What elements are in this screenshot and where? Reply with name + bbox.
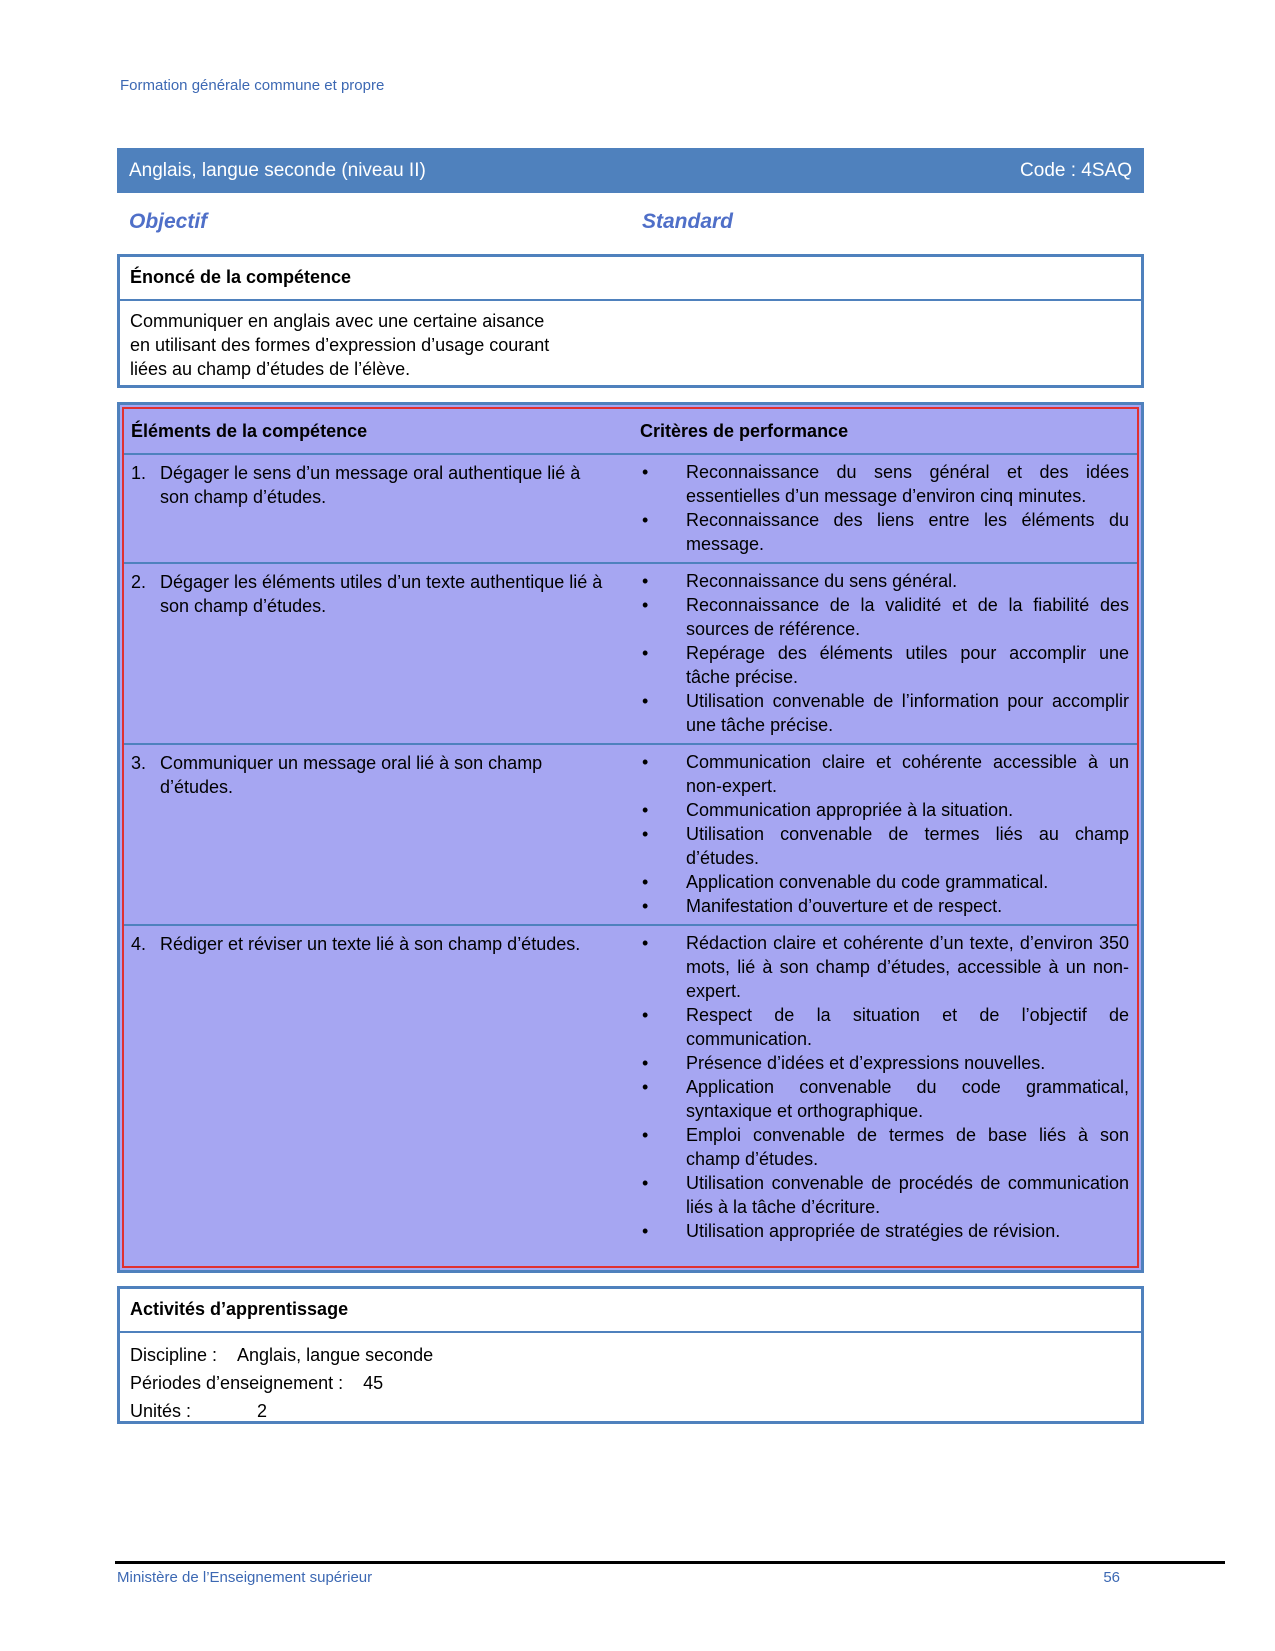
performance-criterion [640,798,1129,822]
criterion-text: Utilisation appropriée de stratégies de révision. [686,1221,1061,1241]
element-text: Dégager le sens d’un message oral authentique lié à son champ d’études. [160,463,581,507]
element-description [124,564,640,743]
standard-heading: Standard [642,210,734,233]
discipline-value: Anglais, langue seconde [237,1345,434,1365]
course-title: Anglais, langue seconde (niveau II) [129,159,426,181]
bullet-icon: • [642,752,649,772]
course-title-bar [117,148,1144,193]
criterion-text: Communication claire et cohérente accessible à un non-expert. [686,752,1129,796]
bullet-icon: • [642,933,649,953]
element-row [124,562,1137,743]
element-text: Rédiger et réviser un texte lié à son champ d’études. [160,934,581,954]
units-value: 2 [257,1401,268,1421]
statement-line: liées au champ d’études de l’élève. [130,359,411,379]
performance-criteria-list [640,564,1137,743]
performance-criteria-list [640,455,1137,562]
performance-criterion [640,1219,1129,1243]
element-text: Dégager les éléments utiles d’un texte authentique lié à son champ d’études. [160,572,603,616]
competency-statement-box [117,254,1144,388]
element-number: 4. [131,934,147,954]
bullet-icon: • [642,462,649,482]
element-description [124,926,640,1249]
elements-rows [124,453,1137,1249]
performance-criterion [640,870,1129,894]
learning-activities-box [117,1286,1144,1424]
competency-elements-inner [122,407,1139,1268]
objective-standard-header [117,207,1144,239]
element-row [124,453,1137,562]
criterion-text: Reconnaissance du sens général. [686,571,958,591]
bullet-icon: • [642,1077,649,1097]
criterion-text: Communication appropriée à la situation. [686,800,1014,820]
bullet-icon: • [642,571,649,591]
bullet-icon: • [642,1125,649,1145]
objectif-heading: Objectif [129,210,208,233]
performance-criterion [640,1003,1129,1051]
statement-line: en utilisant des formes d’expression d’usage courant [130,335,550,355]
element-description [124,745,640,924]
competency-statement-title: Énoncé de la compétence [120,257,1141,301]
learning-activities-title: Activités d’apprentissage [120,1289,1141,1333]
criterion-text: Respect de la situation et de l’objectif de communication. [686,1005,1129,1049]
performance-criterion [640,750,1129,798]
performance-criteria-list [640,926,1137,1249]
learning-activities-body [120,1333,1141,1433]
performance-criterion [640,689,1129,737]
criterion-text: Application convenable du code grammatical. [686,872,1049,892]
bullet-icon: • [642,800,649,820]
criterion-text: Reconnaissance des liens entre les éléments du message. [686,510,1129,554]
discipline-line [130,1341,1131,1369]
bullet-icon: • [642,1173,649,1193]
elements-header-right: Critères de performance [640,421,849,441]
performance-criterion [640,1075,1129,1123]
element-number: 1. [131,463,147,483]
bullet-icon: • [642,595,649,615]
criterion-text: Emploi convenable de termes de base liés à son champ d’études. [686,1125,1129,1169]
statement-line: Communiquer en anglais avec une certaine aisance [130,311,545,331]
performance-criterion [640,1123,1129,1171]
page-number: 56 [1103,1569,1120,1586]
elements-table-header [124,409,1137,453]
running-head: Formation générale commune et propre [120,77,385,94]
footer-rule [115,1561,1225,1564]
performance-criterion [640,508,1129,556]
competency-statement-body [120,301,1141,389]
criterion-text: Reconnaissance du sens général et des idées essentielles d’un message d’environ cinq minutes. [686,462,1129,506]
performance-criterion [640,569,1129,593]
discipline-label: Discipline : [130,1345,218,1365]
units-label: Unités : [130,1401,192,1421]
element-row [124,924,1137,1249]
criterion-text: Utilisation convenable de termes liés au champ d’études. [686,824,1129,868]
bullet-icon: • [642,824,649,844]
periods-label: Périodes d’enseignement : [130,1373,344,1393]
bullet-icon: • [642,691,649,711]
periods-value: 45 [363,1373,384,1393]
page-footer [117,1569,1120,1586]
units-line [130,1397,1131,1425]
footer-ministry: Ministère de l’Enseignement supérieur [117,1569,373,1586]
course-code: Code : 4SAQ [1020,159,1132,181]
criterion-text: Utilisation convenable de procédés de communication liés à la tâche d’écriture. [686,1173,1129,1217]
criterion-text: Utilisation convenable de l’information pour accomplir une tâche précise. [686,691,1129,735]
bullet-icon: • [642,1053,649,1073]
element-row [124,743,1137,924]
bullet-icon: • [642,643,649,663]
criterion-text: Présence d’idées et d’expressions nouvelles. [686,1053,1046,1073]
element-text: Communiquer un message oral lié à son champ d’études. [160,753,543,797]
element-number: 3. [131,753,147,773]
criterion-text: Application convenable du code grammatical, syntaxique et orthographique. [686,1077,1129,1121]
bullet-icon: • [642,1005,649,1025]
bullet-icon: • [642,510,649,530]
criterion-text: Repérage des éléments utiles pour accomplir une tâche précise. [686,643,1129,687]
performance-criterion [640,641,1129,689]
performance-criterion [640,931,1129,1003]
performance-criterion [640,894,1129,918]
element-number: 2. [131,572,147,592]
element-description [124,455,640,562]
performance-criteria-list [640,745,1137,924]
competency-elements-table [117,402,1144,1273]
criterion-text: Rédaction claire et cohérente d’un texte, d’environ 350 mots, lié à son champ d’études, accessible à un non-expert. [686,933,1129,1001]
performance-criterion [640,1051,1129,1075]
periods-line [130,1369,1131,1397]
criterion-text: Reconnaissance de la validité et de la fiabilité des sources de référence. [686,595,1129,639]
performance-criterion [640,460,1129,508]
performance-criterion [640,593,1129,641]
elements-header-left: Éléments de la compétence [131,421,368,441]
performance-criterion [640,1171,1129,1219]
bullet-icon: • [642,872,649,892]
performance-criterion [640,822,1129,870]
criterion-text: Manifestation d’ouverture et de respect. [686,896,1003,916]
bullet-icon: • [642,896,649,916]
bullet-icon: • [642,1221,649,1241]
